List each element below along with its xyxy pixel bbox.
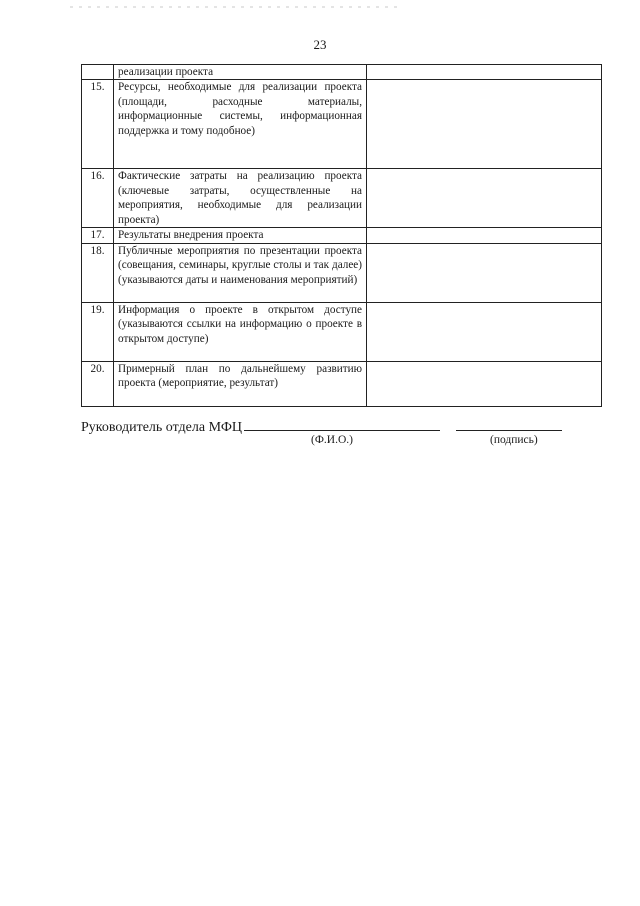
row-number: 17. [82, 228, 114, 243]
row-description: Фактические затраты на реализацию проекта (ключевые затраты, осуществленные на мероприятия, необходимые для реализации проекта) [114, 169, 367, 228]
row-value-cell[interactable] [367, 169, 602, 228]
table-row [82, 65, 602, 80]
row-value-cell[interactable] [367, 65, 602, 80]
row-value-cell[interactable] [367, 228, 602, 243]
table-row [82, 80, 602, 169]
row-description: реализации проекта [114, 65, 367, 80]
table-row [82, 228, 602, 243]
row-number: 20. [82, 361, 114, 406]
project-info-table [81, 64, 602, 407]
scan-artifact [70, 6, 400, 8]
signature-field[interactable] [456, 417, 562, 431]
fio-field[interactable] [244, 417, 440, 431]
table-row [82, 169, 602, 228]
row-number: 16. [82, 169, 114, 228]
table-row [82, 243, 602, 302]
row-number: 19. [82, 302, 114, 361]
row-description: Примерный план по дальнейшему развитию проекта (мероприятие, результат) [114, 361, 367, 406]
row-number: 18. [82, 243, 114, 302]
row-value-cell[interactable] [367, 243, 602, 302]
page-number: 23 [313, 37, 327, 52]
table-row [82, 361, 602, 406]
row-value-cell[interactable] [367, 361, 602, 406]
row-value-cell[interactable] [367, 80, 602, 169]
signature-caption: (подпись) [490, 434, 538, 446]
row-value-cell[interactable] [367, 302, 602, 361]
row-number [82, 65, 114, 80]
table-row [82, 302, 602, 361]
row-description: Информация о проекте в открытом доступе (указываются ссылки на информацию о проекте в открытом доступе) [114, 302, 367, 361]
row-description: Результаты внедрения проекта [114, 228, 367, 243]
fio-caption: (Ф.И.О.) [311, 434, 353, 446]
row-description: Публичные мероприятия по презентации проекта (совещания, семинары, круглые столы и так далее) (указываются даты и наименования мероприятий) [114, 243, 367, 302]
row-description: Ресурсы, необходимые для реализации проекта (площади, расходные материалы, информационные системы, информационная поддержка и тому подобное) [114, 80, 367, 169]
row-number: 15. [82, 80, 114, 169]
signature-label: Руководитель отдела МФЦ [81, 420, 243, 435]
